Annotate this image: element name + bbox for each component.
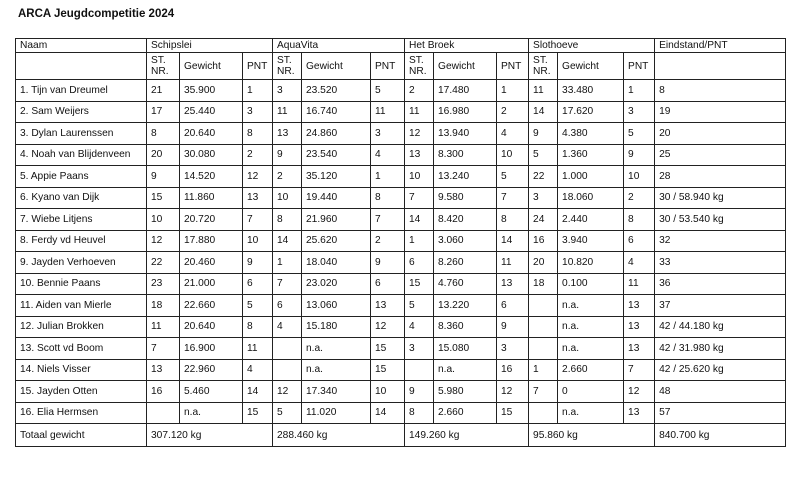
player-name: 12. Julian Brokken <box>16 316 147 338</box>
header-final: Eindstand/PNT <box>655 39 786 53</box>
cell-pnt: 11 <box>497 252 529 274</box>
cell-pnt: 6 <box>243 273 273 295</box>
cell-stnr: 4 <box>273 316 302 338</box>
cell-stnr <box>405 359 434 381</box>
cell-final: 36 <box>655 273 786 295</box>
player-name: 14. Niels Visser <box>16 359 147 381</box>
cell-pnt: 13 <box>243 187 273 209</box>
cell-stnr: 16 <box>529 230 558 252</box>
competition-table <box>15 38 786 447</box>
cell-pnt: 12 <box>624 381 655 403</box>
cell-gewicht: 4.760 <box>434 273 497 295</box>
cell-stnr: 14 <box>405 209 434 231</box>
total-final: 840.700 kg <box>655 424 786 447</box>
cell-gewicht: 2.440 <box>558 209 624 231</box>
cell-gewicht: 16.900 <box>180 338 243 360</box>
cell-pnt: 3 <box>624 101 655 123</box>
cell-stnr: 18 <box>529 273 558 295</box>
cell-stnr: 1 <box>405 230 434 252</box>
header-venue: AquaVita <box>273 39 405 53</box>
cell-stnr: 13 <box>273 123 302 145</box>
cell-stnr: 10 <box>147 209 180 231</box>
cell-stnr: 9 <box>405 381 434 403</box>
player-name: 3. Dylan Laurenssen <box>16 123 147 145</box>
cell-gewicht: 22.660 <box>180 295 243 317</box>
cell-stnr: 10 <box>405 166 434 188</box>
cell-pnt: 10 <box>624 166 655 188</box>
header-naam: Naam <box>16 39 147 53</box>
cell-pnt: 13 <box>497 273 529 295</box>
subheader-empty <box>16 53 147 80</box>
cell-pnt: 3 <box>371 123 405 145</box>
totals-label: Totaal gewicht <box>16 424 147 447</box>
cell-gewicht: 20.720 <box>180 209 243 231</box>
cell-pnt: 2 <box>497 101 529 123</box>
cell-final: 30 / 53.540 kg <box>655 209 786 231</box>
cell-stnr: 15 <box>147 187 180 209</box>
cell-gewicht: 8.360 <box>434 316 497 338</box>
cell-gewicht: 35.120 <box>302 166 371 188</box>
cell-gewicht: n.a. <box>558 338 624 360</box>
cell-stnr: 18 <box>147 295 180 317</box>
player-name: 1. Tijn van Dreumel <box>16 80 147 102</box>
cell-pnt: 3 <box>497 338 529 360</box>
cell-final: 28 <box>655 166 786 188</box>
cell-gewicht: 18.060 <box>558 187 624 209</box>
cell-stnr: 7 <box>529 381 558 403</box>
table-row <box>16 209 786 231</box>
cell-stnr: 17 <box>147 101 180 123</box>
header-venue: Slothoeve <box>529 39 655 53</box>
cell-stnr: 12 <box>405 123 434 145</box>
cell-pnt: 1 <box>497 80 529 102</box>
cell-stnr: 12 <box>273 381 302 403</box>
cell-gewicht: 0 <box>558 381 624 403</box>
cell-gewicht: 17.880 <box>180 230 243 252</box>
cell-gewicht: 17.480 <box>434 80 497 102</box>
cell-gewicht: 15.080 <box>434 338 497 360</box>
table-row <box>16 187 786 209</box>
cell-gewicht: 15.180 <box>302 316 371 338</box>
cell-gewicht: 21.000 <box>180 273 243 295</box>
cell-pnt: 13 <box>624 338 655 360</box>
cell-gewicht: 20.640 <box>180 316 243 338</box>
table-row <box>16 144 786 166</box>
cell-stnr: 22 <box>147 252 180 274</box>
table-row <box>16 166 786 188</box>
cell-stnr: 5 <box>273 402 302 424</box>
player-name: 8. Ferdy vd Heuvel <box>16 230 147 252</box>
cell-final: 32 <box>655 230 786 252</box>
cell-pnt: 5 <box>497 166 529 188</box>
cell-pnt: 10 <box>497 144 529 166</box>
cell-pnt: 1 <box>371 166 405 188</box>
cell-gewicht: 17.620 <box>558 101 624 123</box>
player-name: 16. Elia Hermsen <box>16 402 147 424</box>
cell-pnt: 10 <box>243 230 273 252</box>
cell-stnr <box>529 316 558 338</box>
cell-stnr <box>529 402 558 424</box>
subheader-pnt: PNT <box>243 53 273 80</box>
cell-gewicht: 8.420 <box>434 209 497 231</box>
cell-gewicht: 13.060 <box>302 295 371 317</box>
cell-gewicht: 22.960 <box>180 359 243 381</box>
cell-stnr: 21 <box>147 80 180 102</box>
cell-gewicht: n.a. <box>434 359 497 381</box>
cell-stnr: 9 <box>147 166 180 188</box>
cell-gewicht: 5.980 <box>434 381 497 403</box>
player-name: 11. Aiden van Mierle <box>16 295 147 317</box>
cell-stnr: 24 <box>529 209 558 231</box>
cell-pnt: 12 <box>243 166 273 188</box>
cell-gewicht: 9.580 <box>434 187 497 209</box>
cell-gewicht: 24.860 <box>302 123 371 145</box>
cell-stnr: 20 <box>529 252 558 274</box>
cell-gewicht: 2.660 <box>434 402 497 424</box>
cell-gewicht: 30.080 <box>180 144 243 166</box>
cell-final: 42 / 31.980 kg <box>655 338 786 360</box>
cell-pnt: 7 <box>243 209 273 231</box>
cell-pnt: 7 <box>497 187 529 209</box>
cell-stnr: 11 <box>273 101 302 123</box>
cell-pnt: 4 <box>497 123 529 145</box>
cell-gewicht: 10.820 <box>558 252 624 274</box>
cell-stnr <box>273 359 302 381</box>
cell-gewicht: n.a. <box>302 359 371 381</box>
cell-final: 20 <box>655 123 786 145</box>
cell-stnr <box>147 402 180 424</box>
cell-stnr: 8 <box>405 402 434 424</box>
cell-stnr: 20 <box>147 144 180 166</box>
cell-pnt: 5 <box>371 80 405 102</box>
cell-gewicht: 2.660 <box>558 359 624 381</box>
cell-pnt: 11 <box>243 338 273 360</box>
cell-stnr: 10 <box>273 187 302 209</box>
cell-stnr: 8 <box>147 123 180 145</box>
cell-pnt: 12 <box>371 316 405 338</box>
cell-stnr <box>273 338 302 360</box>
header-venue: Schipslei <box>147 39 273 53</box>
cell-stnr: 7 <box>147 338 180 360</box>
cell-final: 48 <box>655 381 786 403</box>
cell-gewicht: 20.640 <box>180 123 243 145</box>
player-name: 6. Kyano van Dijk <box>16 187 147 209</box>
cell-gewicht: 8.260 <box>434 252 497 274</box>
cell-gewicht: n.a. <box>558 402 624 424</box>
cell-pnt: 8 <box>243 123 273 145</box>
subheader-gewicht: Gewicht <box>434 53 497 80</box>
cell-pnt: 16 <box>497 359 529 381</box>
cell-final: 8 <box>655 80 786 102</box>
cell-pnt: 14 <box>497 230 529 252</box>
cell-pnt: 7 <box>371 209 405 231</box>
cell-final: 33 <box>655 252 786 274</box>
cell-stnr: 9 <box>273 144 302 166</box>
cell-final: 30 / 58.940 kg <box>655 187 786 209</box>
cell-pnt: 12 <box>497 381 529 403</box>
cell-gewicht: 25.620 <box>302 230 371 252</box>
table-row <box>16 381 786 403</box>
cell-pnt: 4 <box>243 359 273 381</box>
cell-stnr: 6 <box>273 295 302 317</box>
total-venue: 307.120 kg <box>147 424 273 447</box>
cell-gewicht: 13.240 <box>434 166 497 188</box>
cell-gewicht: 8.300 <box>434 144 497 166</box>
player-name: 7. Wiebe Litjens <box>16 209 147 231</box>
cell-stnr: 2 <box>405 80 434 102</box>
subheader-stnr: ST. NR. <box>529 53 558 80</box>
cell-gewicht: n.a. <box>180 402 243 424</box>
player-name: 9. Jayden Verhoeven <box>16 252 147 274</box>
table-row <box>16 273 786 295</box>
cell-final: 42 / 44.180 kg <box>655 316 786 338</box>
cell-gewicht: 23.520 <box>302 80 371 102</box>
cell-gewicht: 23.020 <box>302 273 371 295</box>
cell-stnr: 12 <box>147 230 180 252</box>
cell-stnr <box>529 295 558 317</box>
subheader-gewicht: Gewicht <box>302 53 371 80</box>
cell-gewicht: 19.440 <box>302 187 371 209</box>
cell-gewicht: 11.020 <box>302 402 371 424</box>
cell-pnt: 5 <box>243 295 273 317</box>
cell-gewicht: 4.380 <box>558 123 624 145</box>
cell-pnt: 4 <box>371 144 405 166</box>
cell-stnr: 11 <box>529 80 558 102</box>
header-venue: Het Broek <box>405 39 529 53</box>
total-venue: 288.460 kg <box>273 424 405 447</box>
table-row <box>16 295 786 317</box>
cell-pnt: 11 <box>371 101 405 123</box>
cell-pnt: 15 <box>371 338 405 360</box>
table-row <box>16 80 786 102</box>
cell-stnr: 3 <box>405 338 434 360</box>
cell-gewicht: 33.480 <box>558 80 624 102</box>
subheader-pnt: PNT <box>371 53 405 80</box>
cell-pnt: 7 <box>624 359 655 381</box>
cell-stnr: 7 <box>405 187 434 209</box>
cell-final: 19 <box>655 101 786 123</box>
cell-stnr: 4 <box>405 316 434 338</box>
cell-stnr: 11 <box>147 316 180 338</box>
table-row <box>16 402 786 424</box>
cell-gewicht: 17.340 <box>302 381 371 403</box>
cell-pnt: 2 <box>371 230 405 252</box>
cell-final: 37 <box>655 295 786 317</box>
cell-stnr: 1 <box>529 359 558 381</box>
cell-stnr: 5 <box>529 144 558 166</box>
cell-stnr: 3 <box>529 187 558 209</box>
cell-gewicht: 3.940 <box>558 230 624 252</box>
subheader-stnr: ST. NR. <box>147 53 180 80</box>
cell-pnt: 13 <box>624 295 655 317</box>
cell-pnt: 9 <box>243 252 273 274</box>
cell-pnt: 15 <box>243 402 273 424</box>
subheader-stnr: ST. NR. <box>405 53 434 80</box>
table-row <box>16 338 786 360</box>
cell-final: 42 / 25.620 kg <box>655 359 786 381</box>
cell-gewicht: 1.360 <box>558 144 624 166</box>
cell-gewicht: 13.940 <box>434 123 497 145</box>
header-row <box>16 39 786 53</box>
subheader-gewicht: Gewicht <box>180 53 243 80</box>
cell-pnt: 6 <box>371 273 405 295</box>
table-row <box>16 101 786 123</box>
cell-stnr: 5 <box>405 295 434 317</box>
cell-stnr: 23 <box>147 273 180 295</box>
cell-gewicht: 23.540 <box>302 144 371 166</box>
cell-stnr: 13 <box>147 359 180 381</box>
subheader-pnt: PNT <box>624 53 655 80</box>
cell-stnr: 8 <box>273 209 302 231</box>
table-row <box>16 252 786 274</box>
cell-pnt: 1 <box>624 80 655 102</box>
cell-gewicht: 11.860 <box>180 187 243 209</box>
cell-final: 25 <box>655 144 786 166</box>
page-title: ARCA Jeugdcompetitie 2024 <box>18 8 175 20</box>
cell-gewicht: 16.980 <box>434 101 497 123</box>
subheader-row <box>16 53 786 80</box>
table-row <box>16 359 786 381</box>
player-name: 15. Jayden Otten <box>16 381 147 403</box>
cell-pnt: 5 <box>624 123 655 145</box>
cell-pnt: 8 <box>497 209 529 231</box>
cell-pnt: 13 <box>624 402 655 424</box>
cell-stnr: 11 <box>405 101 434 123</box>
cell-pnt: 6 <box>497 295 529 317</box>
cell-pnt: 14 <box>371 402 405 424</box>
cell-gewicht: 14.520 <box>180 166 243 188</box>
cell-stnr: 2 <box>273 166 302 188</box>
player-name: 5. Appie Paans <box>16 166 147 188</box>
cell-pnt: 9 <box>624 144 655 166</box>
subheader-pnt: PNT <box>497 53 529 80</box>
cell-gewicht: 3.060 <box>434 230 497 252</box>
cell-gewicht: 18.040 <box>302 252 371 274</box>
cell-gewicht: n.a. <box>558 316 624 338</box>
cell-stnr: 16 <box>147 381 180 403</box>
cell-stnr: 9 <box>529 123 558 145</box>
table-row <box>16 123 786 145</box>
cell-pnt: 13 <box>624 316 655 338</box>
cell-pnt: 1 <box>243 80 273 102</box>
cell-stnr: 14 <box>529 101 558 123</box>
cell-stnr: 15 <box>405 273 434 295</box>
cell-gewicht: 20.460 <box>180 252 243 274</box>
cell-pnt: 15 <box>371 359 405 381</box>
cell-stnr <box>529 338 558 360</box>
table-row <box>16 316 786 338</box>
table-row <box>16 230 786 252</box>
player-name: 10. Bennie Paans <box>16 273 147 295</box>
cell-gewicht: n.a. <box>302 338 371 360</box>
player-name: 4. Noah van Blijdenveen <box>16 144 147 166</box>
cell-pnt: 8 <box>243 316 273 338</box>
subheader-gewicht: Gewicht <box>558 53 624 80</box>
cell-gewicht: 16.740 <box>302 101 371 123</box>
cell-gewicht: 0.100 <box>558 273 624 295</box>
total-venue: 149.260 kg <box>405 424 529 447</box>
subheader-empty <box>655 53 786 80</box>
cell-pnt: 14 <box>243 381 273 403</box>
player-name: 13. Scott vd Boom <box>16 338 147 360</box>
player-name: 2. Sam Weijers <box>16 101 147 123</box>
cell-stnr: 6 <box>405 252 434 274</box>
cell-stnr: 3 <box>273 80 302 102</box>
cell-gewicht: 21.960 <box>302 209 371 231</box>
cell-gewicht: n.a. <box>558 295 624 317</box>
cell-stnr: 13 <box>405 144 434 166</box>
total-venue: 95.860 kg <box>529 424 655 447</box>
cell-pnt: 2 <box>243 144 273 166</box>
cell-final: 57 <box>655 402 786 424</box>
cell-pnt: 2 <box>624 187 655 209</box>
cell-stnr: 22 <box>529 166 558 188</box>
subheader-stnr: ST. NR. <box>273 53 302 80</box>
cell-stnr: 14 <box>273 230 302 252</box>
cell-pnt: 10 <box>371 381 405 403</box>
cell-stnr: 1 <box>273 252 302 274</box>
cell-pnt: 8 <box>624 209 655 231</box>
cell-pnt: 15 <box>497 402 529 424</box>
cell-pnt: 4 <box>624 252 655 274</box>
cell-gewicht: 25.440 <box>180 101 243 123</box>
cell-pnt: 6 <box>624 230 655 252</box>
cell-pnt: 11 <box>624 273 655 295</box>
totals-row <box>16 424 786 447</box>
cell-gewicht: 35.900 <box>180 80 243 102</box>
cell-gewicht: 1.000 <box>558 166 624 188</box>
cell-pnt: 9 <box>371 252 405 274</box>
cell-gewicht: 13.220 <box>434 295 497 317</box>
cell-pnt: 9 <box>497 316 529 338</box>
cell-gewicht: 5.460 <box>180 381 243 403</box>
cell-pnt: 13 <box>371 295 405 317</box>
cell-pnt: 8 <box>371 187 405 209</box>
cell-stnr: 7 <box>273 273 302 295</box>
cell-pnt: 3 <box>243 101 273 123</box>
